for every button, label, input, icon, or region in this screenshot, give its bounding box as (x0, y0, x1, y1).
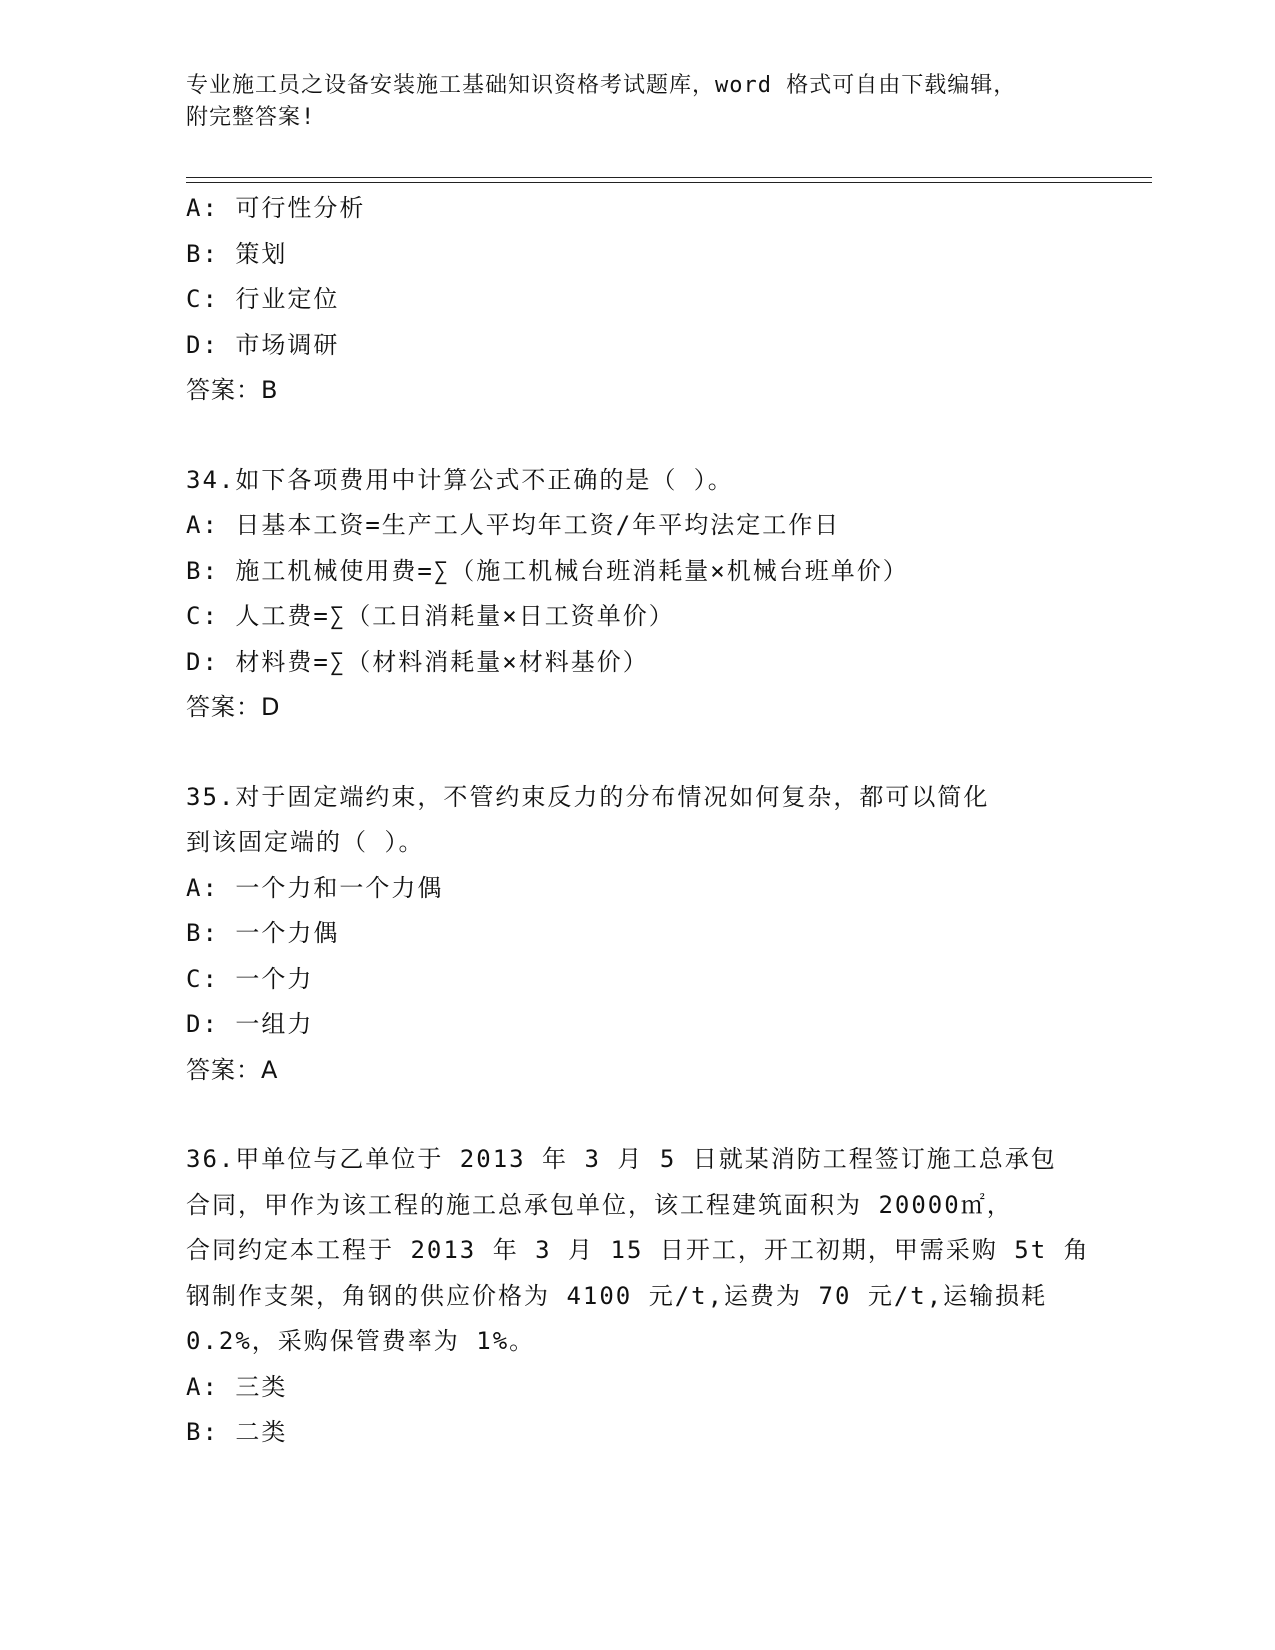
option-d: D: 一组力 (186, 1010, 314, 1038)
answer-line: 答案：B (186, 376, 279, 404)
answer-line: 答案：D (186, 693, 281, 721)
question-33 (186, 186, 1086, 414)
question-36 (186, 1137, 1090, 1456)
page-header (186, 70, 1086, 134)
option-b: B: 施工机械使用费=∑（施工机械台班消耗量×机械台班单价） (186, 556, 909, 585)
header-divider (186, 177, 1152, 183)
option-d: D: 市场调研 (186, 330, 340, 359)
option-a: A: 日基本工资=生产工人平均年工资/年平均法定工作日 (186, 511, 841, 539)
spacer (186, 731, 1086, 775)
header-line-1: 专业施工员之设备安装施工基础知识资格考试题库，word 格式可自由下载编辑， (186, 73, 1017, 98)
header-line-2: 附完整答案! (186, 105, 316, 130)
answer-line: 答案：A (186, 1055, 279, 1084)
question-stem-line: 0.2%，采购保管费率为 1%。 (186, 1327, 536, 1355)
option-b: B: 策划 (186, 239, 288, 268)
question-list (186, 186, 1090, 1456)
question-stem-line: 合同约定本工程于 2013 年 3 月 15 日开工，开工初期，甲需采购 5t 角 (186, 1236, 1090, 1264)
option-c: C: 行业定位 (186, 285, 340, 313)
question-stem-line: 到该固定端的（ ）。 (186, 828, 425, 856)
question-stem-line: 35.对于固定端约束，不管约束反力的分布情况如何复杂，都可以简化 (186, 782, 990, 811)
option-d: D: 材料费=∑（材料消耗量×材料基价） (186, 647, 649, 676)
option-a: A: 三类 (186, 1372, 288, 1401)
question-35 (186, 775, 1086, 1094)
spacer (186, 414, 1086, 458)
option-a: A: 可行性分析 (186, 194, 366, 222)
question-stem-line: 合同，甲作为该工程的施工总承包单位，该工程建筑面积为 20000㎡， (186, 1190, 1013, 1219)
spacer (186, 1093, 1086, 1137)
option-a: A: 一个力和一个力偶 (186, 873, 444, 902)
question-34 (186, 458, 1086, 731)
question-stem-line: 34.如下各项费用中计算公式不正确的是（ ）。 (186, 465, 734, 494)
question-stem-line: 钢制作支架，角钢的供应价格为 4100 元/t,运费为 70 元/t,运输损耗 (186, 1281, 1048, 1310)
option-b: B: 一个力偶 (186, 919, 340, 947)
option-b: B: 二类 (186, 1418, 288, 1446)
option-c: C: 人工费=∑（工日消耗量×日工资单价） (186, 602, 675, 630)
question-stem-line: 36.甲单位与乙单位于 2013 年 3 月 5 日就某消防工程签订施工总承包 (186, 1145, 1057, 1173)
option-c: C: 一个力 (186, 964, 314, 993)
